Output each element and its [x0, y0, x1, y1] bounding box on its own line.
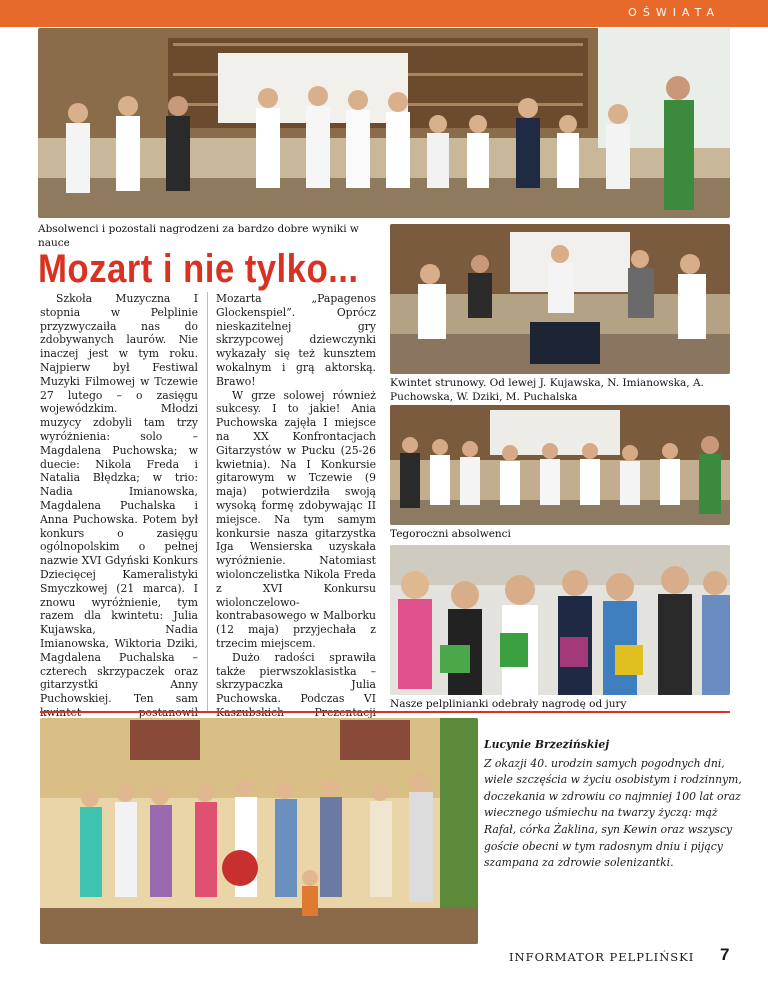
- caption-string-quintet: Kwintet strunowy. Od lewej J. Kujawska, N. Imianowska, A. Puchowska, W. Dziki, M. Puchalska: [390, 377, 704, 403]
- photo-awarded-students: [38, 28, 730, 218]
- article-paragraph: Mozarta „Papagenos Glockenspiel”. Oprócz nieskazitelnej gry skrzypcowej dziewczynki wykazały się też kunsztem wokalnym i grą aktorską. Brawo!: [216, 292, 376, 388]
- article-paragraph: Szkoła Muzyczna I stopnia w Pelplinie przyzwyczaiła nas do zdobywanych laurów. Nie inaczej jest w tym roku. Najpierw był Festiwal Muzyki Filmowej w Tczewie 27 lutego – o zasięgu wojewódzkim. Młodzi muzycy zdobyli tam trzy wyróżnienia: solo – Magdalena Puchowska; w duecie: Nikola Freda i Natalia Błędzka; w trio: Nadia Imianowska, Magdalena Puchalska i Anna Puchowska. Potem był konkurs o zasięgu ogólnopolskim o pełnej nazwie XVI Gdyński Konkurs Dziecięcej Kameralistyki Smyczkowej (21 marca). I znowu wyróżnienie, tym razem dla kwintetu: Julia Kujawska, Nadia Imianowska, Wiktoria Dziki, Magdalena Puchalska – czterech skrzypaczek oraz gitarzystki Anny Puchowskiej. Ten sam: [40, 292, 198, 706]
- publication-title: INFORMATOR PELPLIŃSKI: [509, 950, 695, 964]
- photo-string-quintet: [390, 224, 730, 374]
- caption-awarded-students: Absolwenci i pozostali nagrodzeni za bardzo dobre wyniki w nauce: [38, 223, 359, 249]
- wishes-text: Z okazji 40. urodzin samych pogodnych dni, wiele szczęścia w życiu osobistym i rodzinnym, doczekania w zdrowiu co najmniej 100 lat oraz wiecznego uśmiechu na twarzy życzą: mąż Rafał, córka Żaklina, syn Kewin oraz wszyscy goście obecni w tym radosnym dniu i pijący szampana za zdrowie solenizantki.: [484, 756, 742, 870]
- page-number: 7: [720, 945, 730, 964]
- article-headline: Mozart i nie tylko...: [38, 247, 359, 291]
- column-divider: [207, 292, 208, 712]
- photo-jury-award: [390, 545, 730, 695]
- caption-jury-award: Nasze pelplinianki odebrały nagrodę od jury: [390, 698, 627, 710]
- article-paragraph: W grze solowej również sukcesy. I to jakie! Ania Puchowska zajęła I miejsce na XX Konfrontacjach Gitarzystów w Pucku (25-26 kwietnia). Na I Konkursie gitarowym w Tczewie (9 maja) potwierdziła swoją wysoką formę zdobywając II miejsce. Na tym samym konkursie nasza gitarzystka Iga Wensierska uzyskała wyróżnienie. Natomiast wiolonczelistka Nikola Freda z XVI Konkursu wiolonczelowo-kontrabasowego w Malborku (12 maja) przyjechała z trzecim miejscem.: [216, 388, 376, 650]
- article-paragraph: Dużo radości sprawiła także pierwszoklasistka – skrzypaczka Julia Puchowska. Podczas VI: [216, 650, 376, 706]
- caption-graduates: Tegoroczni absolwenci: [390, 528, 511, 540]
- section-label: OŚWIATA: [628, 6, 720, 19]
- section-header-bar: [0, 0, 768, 27]
- birthday-wishes: [484, 737, 744, 872]
- photo-birthday-family: [40, 718, 478, 944]
- photo-graduates: [390, 405, 730, 525]
- section-divider-line: [40, 711, 730, 713]
- wishes-recipient: Lucynie Brzezińskiej: [484, 738, 610, 751]
